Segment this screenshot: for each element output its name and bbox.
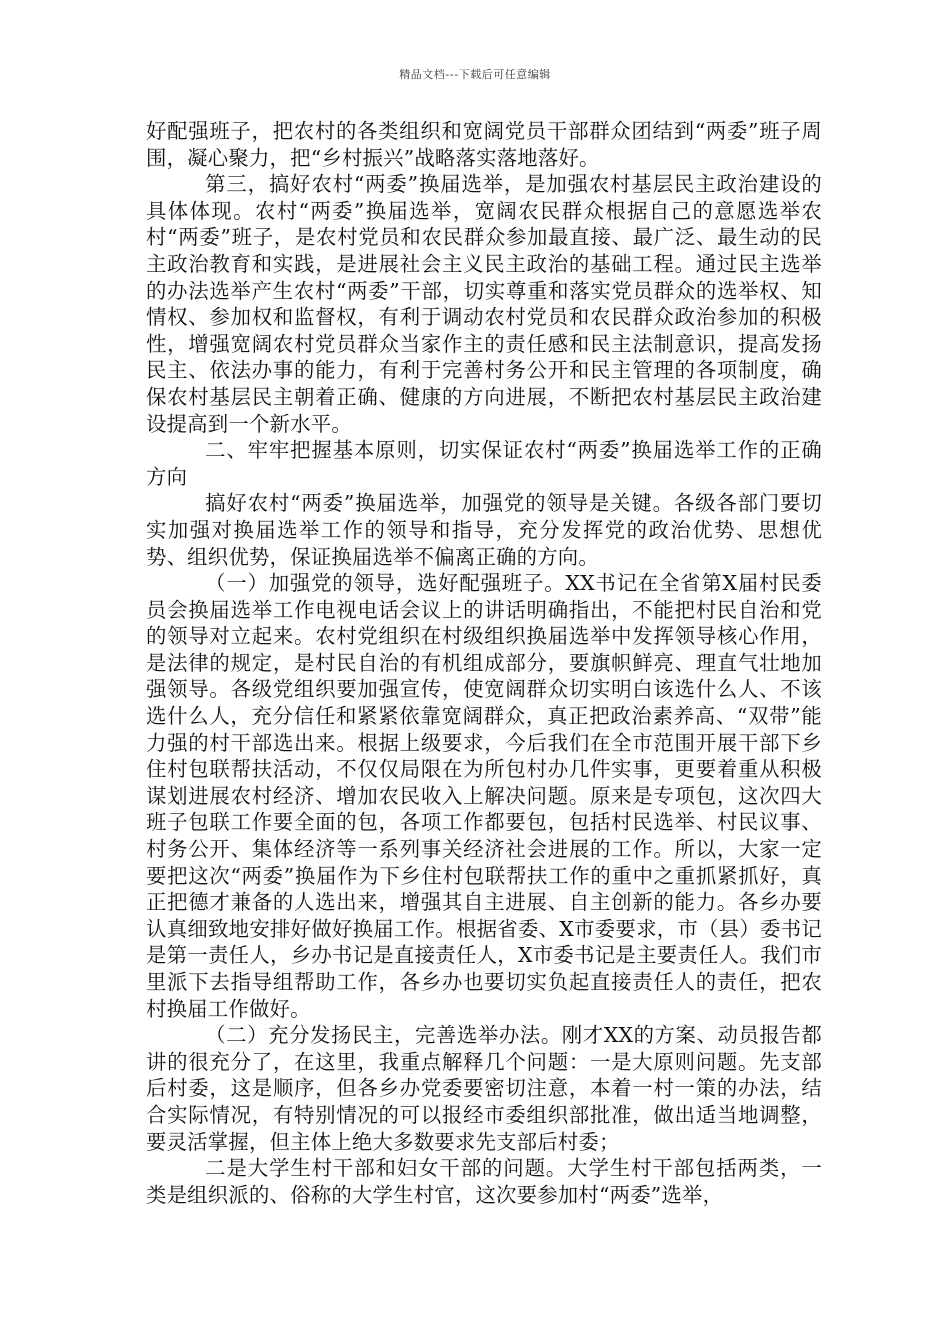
document-body [146, 118, 822, 1208]
paragraph-5: （二）充分发扬民主，完善选举办法。刚才XX的方案、动员报告都讲的很充分了，在这里，我重点解释几个问题：一是大原则问题。先支部后村委，这是顺序，但各乡办党委要密切注意，本着一村一策的办法，结合实际情况，有特别情况的可以报经市委组织部批准，做出适当地调整，要灵活掌握，但主体上绝大多数要求先支部后村委； [146, 1023, 822, 1154]
page-header: 精品文档---下载后可任意编辑 [399, 68, 551, 81]
paragraph-3: 搞好农村“两委”换届选举，加强党的领导是关键。各级各部门要切实加强对换届选举工作的领导和指导，充分发挥党的政治优势、思想优势、组织优势，保证换届选举不偏离正确的方向。 [146, 491, 822, 569]
paragraph-6: 二是大学生村干部和妇女干部的问题。大学生村干部包括两类，一类是组织派的、俗称的大学生村官，这次要参加村“两委”选举， [146, 1156, 822, 1207]
paragraph-1: 好配强班子，把农村的各类组织和宽阔党员干部群众团结到“两委”班子周围，凝心聚力，把“乡村振兴”战略落实落地落好。 [146, 119, 822, 170]
section-heading: 二、牢牢把握基本原则，切实保证农村“两委”换届选举工作的正确方向 [146, 438, 822, 489]
paragraph-2: 第三，搞好农村“两委”换届选举，是加强农村基层民主政治建设的具体体现。农村“两委”换届选举，宽阔农民群众根据自己的意愿选举农村“两委”班子，是农村党员和农民群众参加最直接、最广泛、最生动的民主政治教育和实践，是进展社会主义民主政治的基础工程。通过民主选举的办法选举产生农村“两委”干部，切实尊重和落实党员群众的选举权、知情权、参加权和监督权，有利于调动农村党员和农民群众政治参加的积极性，增强宽阔农村党员群众当家作主的责任感和民主法制意识，提高发扬民主、依法办事的能力，有利于完善村务公开和民主管理的各项制度，确保农村基层民主朝着正确、健康的方向进展，不断把农村基层民主政治建设提高到一个新水平。 [146, 172, 822, 436]
paragraph-4: （一）加强党的领导，选好配强班子。XX书记在全省第X届村民委员会换届选举工作电视电话会议上的讲话明确指出，不能把村民自治和党的领导对立起来。农村党组织在村级组织换届选举中发挥领导核心作用，是法律的规定，是村民自治的有机组成部分，要旗帜鲜亮、理直气壮地加强领导。各级党组织要加强宣传，使宽阔群众切实明白该选什么人、不该选什么人，充分信任和紧紧依靠宽阔群众，真正把政治素养高、“双带”能力强的村干部选出来。根据上级要求，今后我们在全市范围开展干部下乡住村包联帮扶活动，不仅仅局限在为所包村办几件实事，更要着重从积极谋划进展农村经济、增加农民收入上解决问题。原来是专项包，这次四大班子包联工作要全面的包，各项工作都要包，包括村民选举、村民议事、村务公开、集体经济等一系列事关经济社会进展的工作。所以，大家一定要把这次“两委”换届作为下乡住村包联帮扶工作的重中之重抓紧抓好，真正把德才兼备的人选出来，增强其自主进展、自主创新的能力。各乡办要认真细致地安排好做好换届工作。根据省委、X市委要求，市（县）委书记是第一责任人，乡办书记是直接责任人，X市委书记是主要责任人。我们市里派下去指导组帮助工作，各乡办也要切实负起直接责任人的责任，把农村换届工作做好。 [146, 571, 822, 1021]
